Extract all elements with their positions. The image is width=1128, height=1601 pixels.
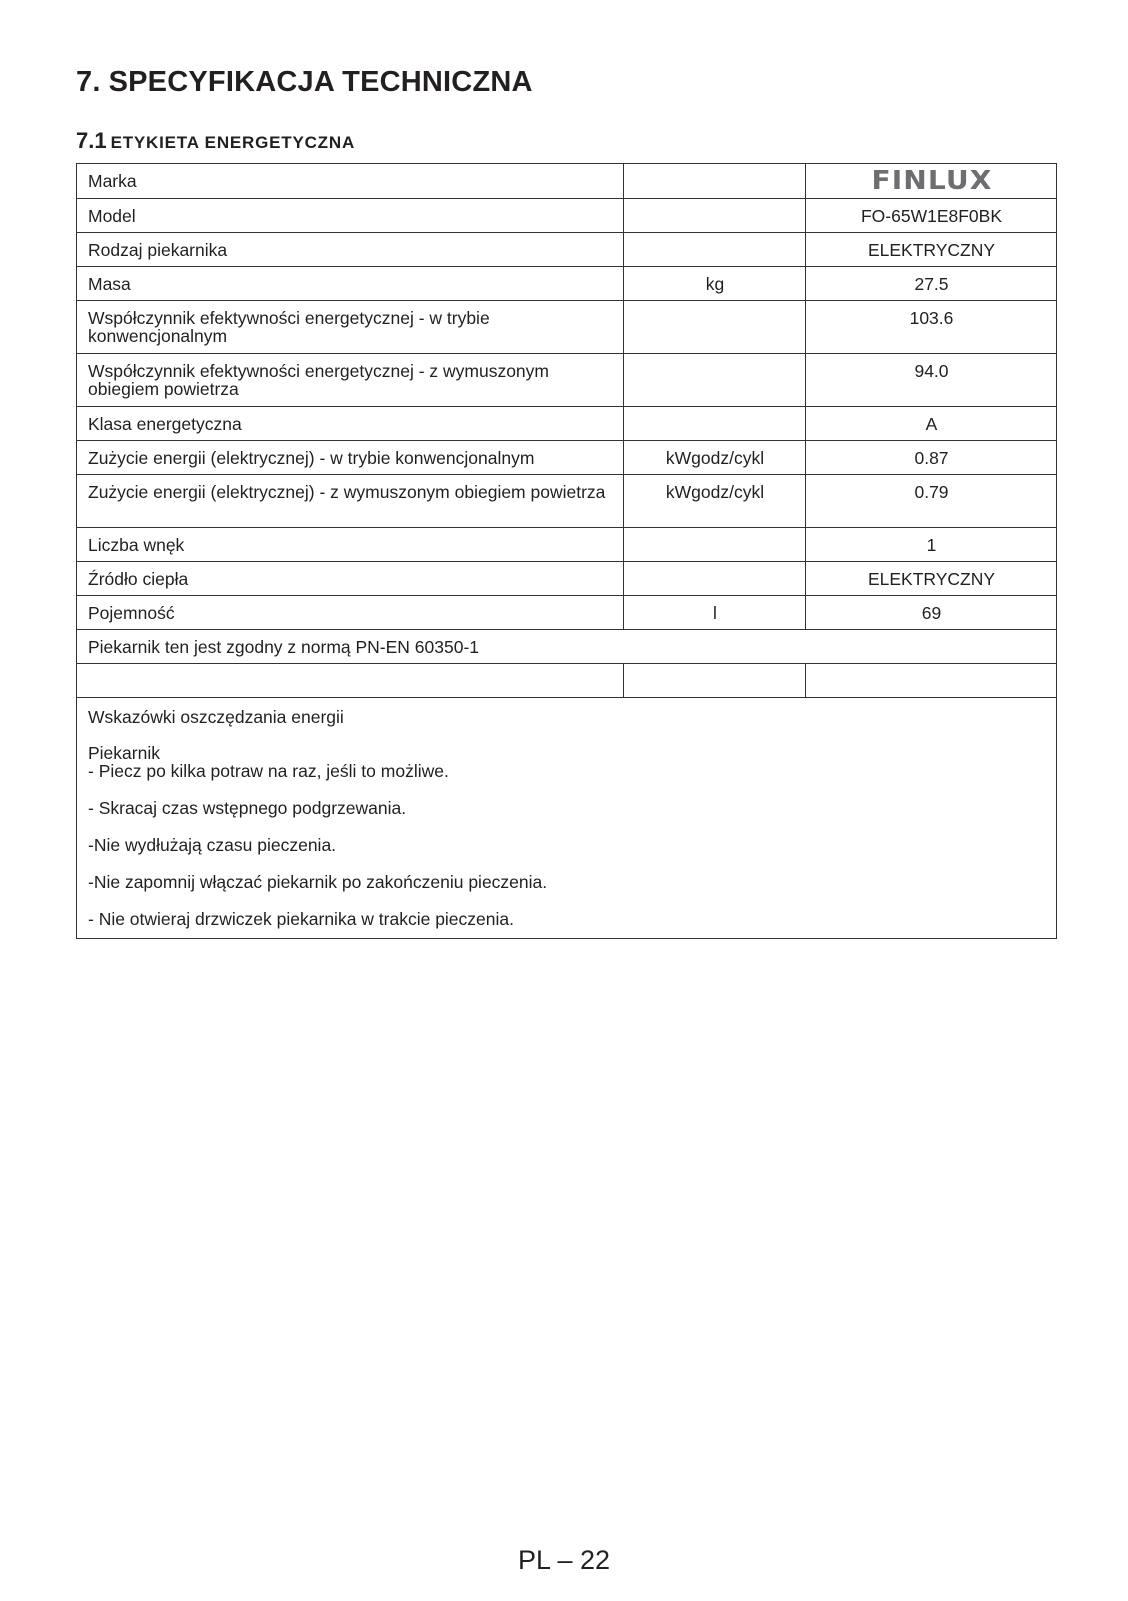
row-value: 0.79: [806, 475, 1057, 528]
row-value: FO-65W1E8F0BK: [806, 199, 1057, 233]
page-number: PL – 22: [517, 1545, 611, 1575]
page-title: [76, 66, 533, 99]
section-title: SPECYFIKACJA TECHNICZNA: [108, 66, 533, 98]
tip-item: - Skracaj czas wstępnego podgrzewania.: [88, 798, 407, 818]
table-row: [77, 528, 1057, 562]
row-value: 103.6: [806, 301, 1057, 354]
table-row: [77, 562, 1057, 596]
brand-logo-cell: [806, 164, 1057, 199]
row-label: Model: [77, 199, 624, 233]
row-unit: [624, 233, 806, 267]
row-unit: [624, 562, 806, 596]
row-unit: kg: [624, 267, 806, 301]
empty-row: [77, 664, 1057, 698]
subsection-title: ETYKIETA ENERGETYCZNA: [110, 133, 356, 152]
row-label: Zużycie energii (elektrycznej) - z wymuszonym obiegiem powietrza: [77, 475, 624, 528]
table-row: [77, 301, 1057, 354]
tips-row: [77, 698, 1057, 939]
row-label: Pojemność: [77, 596, 624, 630]
row-label: Źródło ciepła: [77, 562, 624, 596]
empty-cell: [624, 664, 806, 698]
row-value: 0.87: [806, 441, 1057, 475]
subsection-heading: [76, 128, 355, 154]
row-label: Współczynnik efektywności energetycznej - w trybie konwencjonalnym: [77, 301, 624, 354]
finlux-logo: FINLUX: [871, 166, 992, 196]
table-row: [77, 441, 1057, 475]
row-label: Współczynnik efektywności energetycznej - z wymuszonym obiegiem powietrza: [77, 354, 624, 407]
row-unit: [624, 301, 806, 354]
table-row: [77, 164, 1057, 199]
section-number: 7.: [76, 66, 101, 98]
row-unit: l: [624, 596, 806, 630]
standard-note-row: [77, 630, 1057, 664]
row-value: ELEKTRYCZNY: [806, 233, 1057, 267]
row-unit: [624, 199, 806, 233]
row-label: Zużycie energii (elektrycznej) - w trybie konwencjonalnym: [77, 441, 624, 475]
standard-note: Piekarnik ten jest zgodny z normą PN-EN 60350-1: [77, 630, 1057, 664]
row-value: ELEKTRYCZNY: [806, 562, 1057, 596]
row-unit: kWgodz/cykl: [624, 475, 806, 528]
tip-item: -Nie wydłużają czasu pieczenia.: [88, 835, 337, 855]
tip-item: - Nie otwieraj drzwiczek piekarnika w trakcie pieczenia.: [88, 909, 514, 929]
row-unit: [624, 354, 806, 407]
row-label: Masa: [77, 267, 624, 301]
row-unit: [624, 528, 806, 562]
empty-cell: [806, 664, 1057, 698]
row-label: Liczba wnęk: [77, 528, 624, 562]
tip-item: -Nie zapomnij włączać piekarnik po zakończeniu pieczenia.: [88, 872, 548, 892]
energy-label-table: [76, 163, 1057, 939]
tips-subheading: Piekarnik: [88, 743, 160, 763]
table-row: [77, 596, 1057, 630]
row-unit: [624, 407, 806, 441]
row-value: A: [806, 407, 1057, 441]
row-unit: kWgodz/cykl: [624, 441, 806, 475]
row-value: 1: [806, 528, 1057, 562]
tips-heading: Wskazówki oszczędzania energii: [88, 707, 344, 727]
table-row: [77, 475, 1057, 528]
table-row: [77, 354, 1057, 407]
row-value: 69: [806, 596, 1057, 630]
energy-saving-tips: [77, 698, 1057, 939]
table-row: [77, 407, 1057, 441]
row-label: Rodzaj piekarnika: [77, 233, 624, 267]
row-value: 27.5: [806, 267, 1057, 301]
table-row: [77, 233, 1057, 267]
table-row: [77, 267, 1057, 301]
tip-item: - Piecz po kilka potraw na raz, jeśli to możliwe.: [88, 761, 449, 781]
row-unit: [624, 164, 806, 199]
subsection-number: 7.1: [76, 128, 107, 153]
table-row: [77, 199, 1057, 233]
row-value: 94.0: [806, 354, 1057, 407]
row-label: Klasa energetyczna: [77, 407, 624, 441]
row-label: Marka: [77, 164, 624, 199]
empty-cell: [77, 664, 624, 698]
